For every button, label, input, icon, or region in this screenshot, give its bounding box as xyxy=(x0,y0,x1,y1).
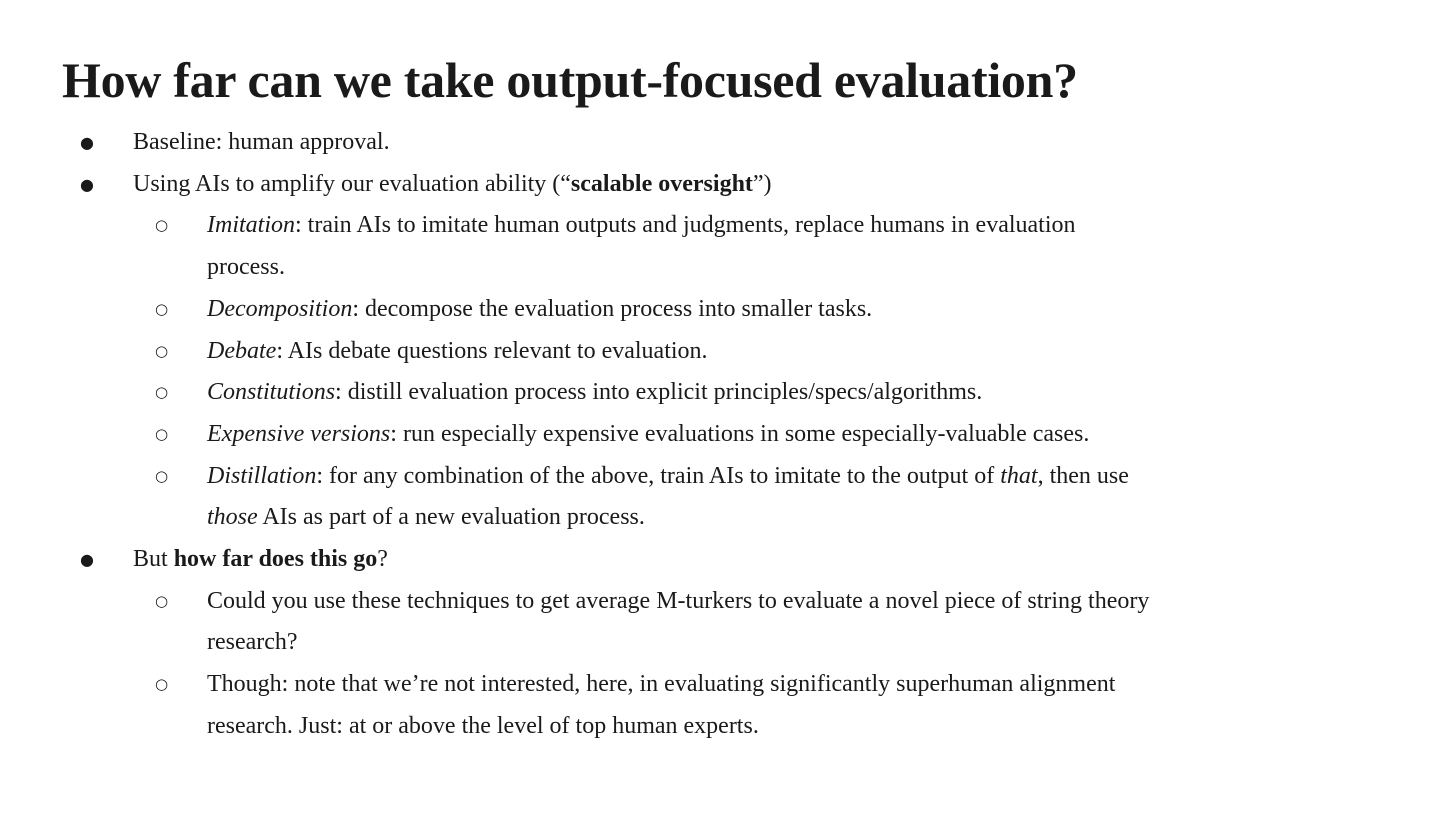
subbullet-distillation xyxy=(0,456,1456,539)
subbullet-text: : for any combination of the above, train AIs to imitate to the output of xyxy=(316,462,1001,489)
bullet-text-bold: how far does this go xyxy=(173,546,378,573)
subbullet-text: Could you use these techniques to get average M-turkers to evaluate a novel piece of string theory xyxy=(207,587,1150,614)
subbullet-mturkers xyxy=(0,581,1456,664)
bullet-text-post: ? xyxy=(377,546,388,573)
bullet-how-far xyxy=(0,539,1456,581)
hollow-bullet-icon: ○ xyxy=(155,216,169,235)
subbullet-text: : run especially expensive evaluations in some especially-valuable cases. xyxy=(390,420,1090,447)
subbullet-text: : decompose the evaluation process into smaller tasks. xyxy=(352,295,873,322)
bullet-scalable-oversight xyxy=(0,164,1456,206)
subbullet-expensive-versions xyxy=(0,414,1456,456)
filled-bullet-icon: ● xyxy=(80,174,94,194)
term-decomposition: Decomposition xyxy=(207,295,353,322)
subbullet-though xyxy=(0,664,1456,747)
emphasis-that: that xyxy=(1000,462,1038,489)
term-expensive-versions: Expensive versions xyxy=(207,420,391,447)
emphasis-those: those xyxy=(207,504,258,531)
filled-bullet-icon: ● xyxy=(80,133,94,152)
subbullet-imitation xyxy=(0,205,1456,288)
term-distillation: Distillation xyxy=(207,462,317,489)
hollow-bullet-icon: ○ xyxy=(155,424,169,443)
subbullet-decomposition xyxy=(0,289,1456,331)
subbullet-debate xyxy=(0,331,1456,373)
subbullet-text-continued: AIs as part of a new evaluation process. xyxy=(257,504,645,531)
subbullet-text-continued: research. Just: at or above the level of top human experts. xyxy=(207,712,759,739)
term-debate: Debate xyxy=(207,337,277,364)
term-constitutions: Constitutions xyxy=(207,379,336,406)
subbullet-text: Though: note that we’re not interested, here, in evaluating significantly superhuman alignment xyxy=(207,671,1116,698)
subbullet-constitutions xyxy=(0,372,1456,414)
filled-bullet-icon: ● xyxy=(80,550,94,570)
hollow-bullet-icon: ○ xyxy=(155,466,169,485)
hollow-bullet-icon: ○ xyxy=(155,299,169,318)
subbullet-text-continued: research? xyxy=(207,629,298,656)
hollow-bullet-icon: ○ xyxy=(155,591,169,610)
slide-title: How far can we take output-focused evaluation? xyxy=(62,52,1078,108)
bullet-list xyxy=(0,122,1456,748)
bullet-text-post: ”) xyxy=(752,170,772,197)
bullet-baseline xyxy=(0,122,1456,164)
bullet-text: Baseline: human approval. xyxy=(133,129,390,155)
hollow-bullet-icon: ○ xyxy=(155,341,169,360)
bullet-text-bold: scalable oversight xyxy=(570,170,753,197)
subbullet-text: , then use xyxy=(1037,462,1129,489)
hollow-bullet-icon: ○ xyxy=(155,675,169,694)
subbullet-text: : AIs debate questions relevant to evaluation. xyxy=(276,337,708,364)
subbullet-text: : distill evaluation process into explicit principles/specs/algorithms. xyxy=(335,379,983,406)
term-imitation: Imitation xyxy=(207,212,295,239)
subbullet-text-continued: process. xyxy=(207,254,285,281)
hollow-bullet-icon: ○ xyxy=(155,383,169,402)
subbullet-text: : train AIs to imitate human outputs and judgments, replace humans in evaluation xyxy=(295,212,1076,239)
bullet-text-pre: But xyxy=(133,546,174,573)
bullet-text-pre: Using AIs to amplify our evaluation ability (“ xyxy=(133,170,571,197)
